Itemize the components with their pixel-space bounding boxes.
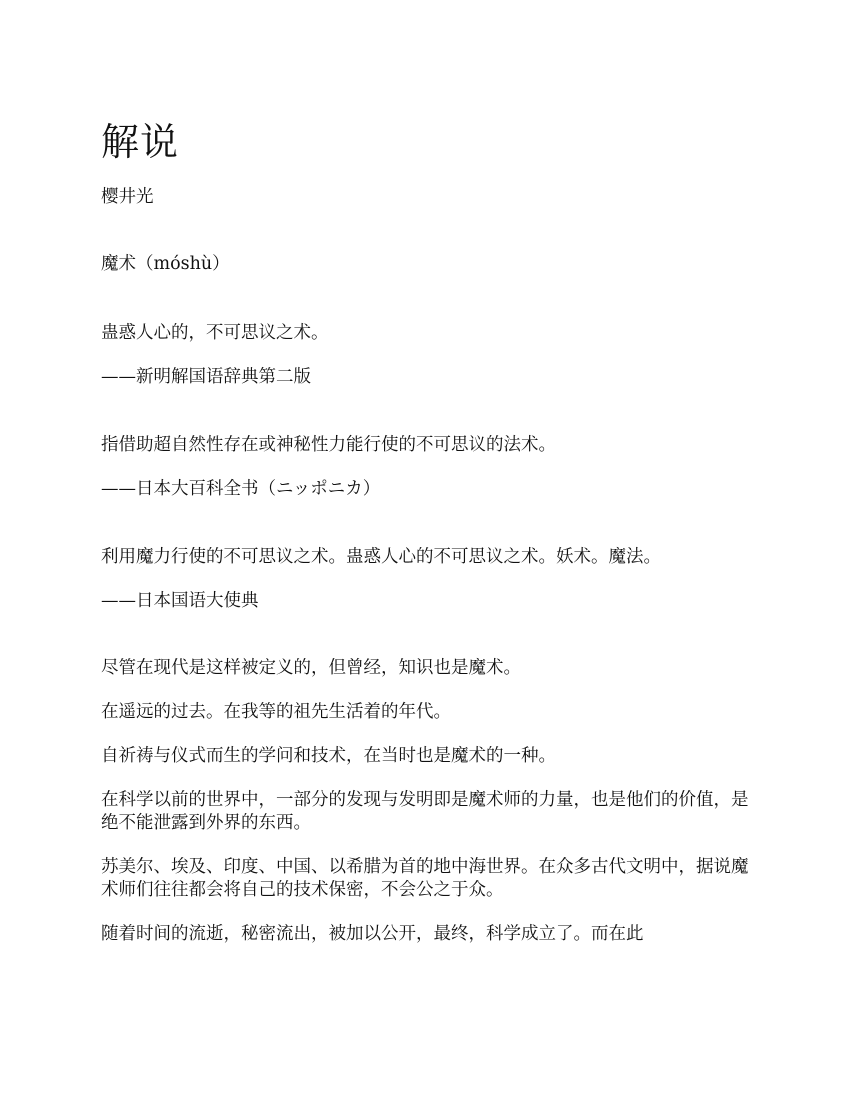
page-title: 解说 <box>101 120 180 164</box>
body-paragraph: 自祈祷与仪式而生的学问和技术，在当时也是魔术的一种。 <box>101 746 556 766</box>
body-paragraph: 在遥远的过去。在我等的祖先生活着的年代。 <box>101 702 451 722</box>
body-paragraph: 尽管在现代是这样被定义的，但曾经，知识也是魔术。 <box>101 658 521 678</box>
document-content <box>101 118 751 946</box>
definition-source: ——日本国语大使典 <box>101 591 259 611</box>
body-paragraph: 苏美尔、埃及、印度、中国、以希腊为首的地中海世界。在众多古代文明中，据说魔术师们往往都会将自己的技术保密，不会公之于众。 <box>101 857 749 900</box>
body-paragraph: 在科学以前的世界中，一部分的发现与发明即是魔术师的力量，也是他们的价值，是绝不能泄露到外界的东西。 <box>101 790 749 833</box>
definition-text: 利用魔力行使的不可思议之术。蛊惑人心的不可思议之术。妖术。魔法。 <box>101 547 661 567</box>
definition-text: 指借助超自然性存在或神秘性力能行使的不可思议的法术。 <box>101 435 556 455</box>
definition-text: 蛊惑人心的，不可思议之术。 <box>101 323 329 343</box>
definition-source: ——日本大百科全书（ニッポニカ） <box>101 479 381 499</box>
body-paragraph: 随着时间的流逝，秘密流出，被加以公开，最终，科学成立了。而在此 <box>101 924 644 944</box>
author-name: 樱井光 <box>101 187 154 207</box>
defined-term: 魔术（móshù） <box>101 254 230 274</box>
definition-source: ——新明解国语辞典第二版 <box>101 367 311 387</box>
